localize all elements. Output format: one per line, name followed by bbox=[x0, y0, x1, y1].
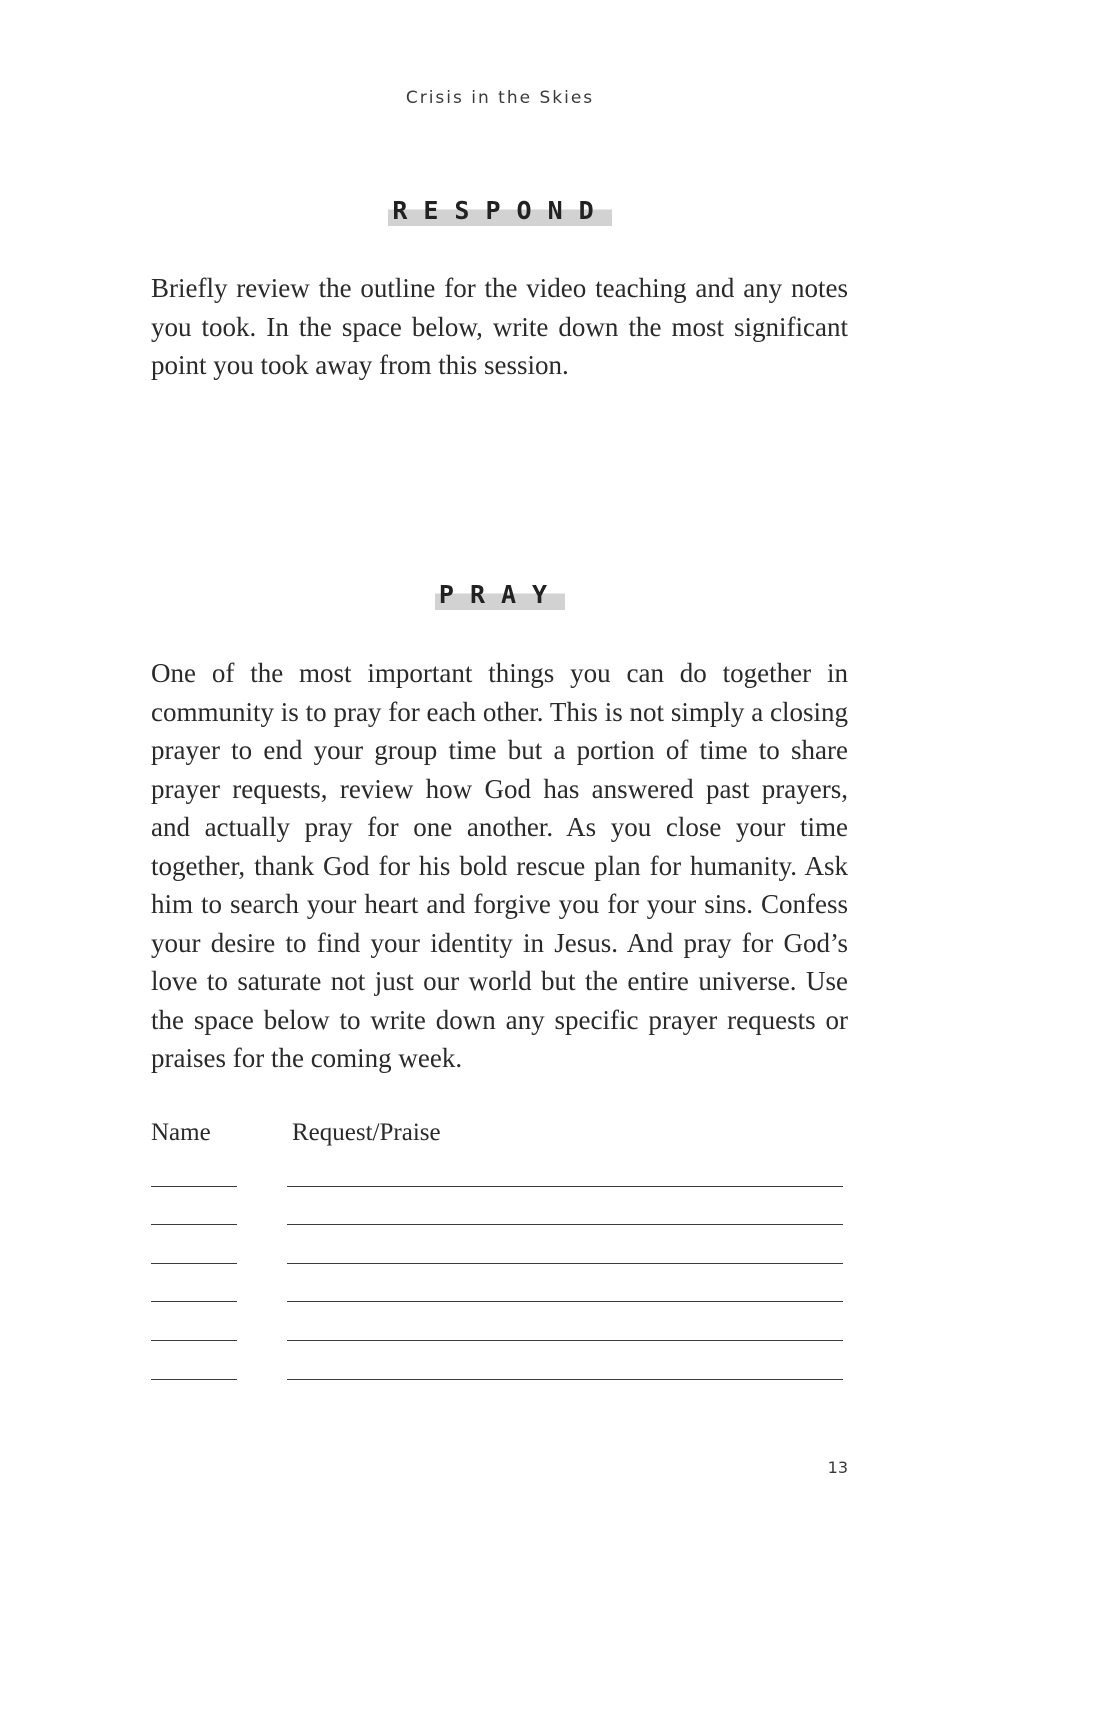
pray-heading-text: PRAY bbox=[435, 580, 565, 610]
prayer-row bbox=[0, 1302, 1098, 1341]
prayer-row bbox=[0, 1148, 1098, 1187]
name-column-header: Name bbox=[151, 1119, 211, 1146]
prayer-row bbox=[0, 1187, 1098, 1226]
respond-heading-text: RESPOND bbox=[388, 196, 611, 226]
page-number: 13 bbox=[827, 1458, 848, 1477]
running-head: Crisis in the Skies bbox=[405, 88, 595, 108]
respond-section-heading bbox=[0, 196, 1000, 226]
pray-instructions: One of the most important things you can do together in community is to pray for each other. This is not simply a closing prayer to end your group time but a portion of time to share prayer requests, review how God has answered past prayers, and actually pray for one another. As you close your time together, thank God for his bold rescue plan for humanity. Ask him to search your heart and forgive you for your sins. Confess your desire to find your identity in Jesus. And pray for God’s love to saturate not just our world but the entire universe. Use the space below to write down any specific prayer requests or praises for the coming week. bbox=[151, 658, 848, 1073]
prayer-row bbox=[0, 1225, 1098, 1264]
pray-section-heading bbox=[0, 580, 1000, 610]
respond-instructions: Briefly review the outline for the video teaching and any notes you took. In the space below, write down the most significant point you took away from this session. bbox=[151, 273, 848, 380]
name-blank-line[interactable] bbox=[151, 1379, 237, 1380]
request-blank-line[interactable] bbox=[287, 1379, 843, 1380]
request-column-header: Request/Praise bbox=[292, 1119, 441, 1146]
prayer-row bbox=[0, 1264, 1098, 1303]
prayer-row bbox=[0, 1341, 1098, 1380]
prayer-request-rows bbox=[0, 1148, 1098, 1380]
